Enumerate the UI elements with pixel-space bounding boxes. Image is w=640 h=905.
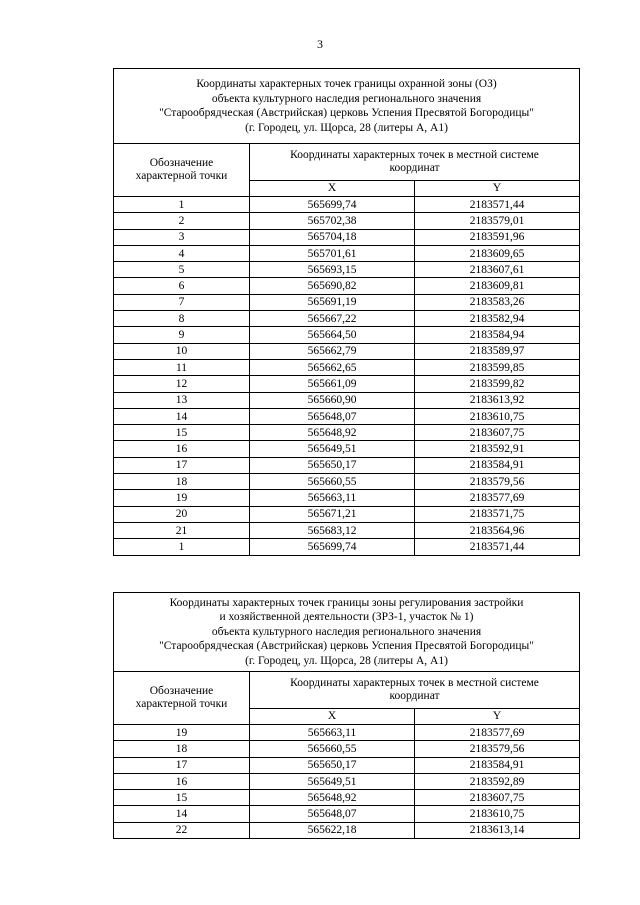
table-row: [114, 506, 580, 522]
x-cell: 565699,74: [250, 539, 415, 555]
x-cell: 565693,15: [250, 262, 415, 278]
y-cell: 2183584,91: [415, 757, 580, 773]
point-cell: 11: [114, 359, 250, 375]
y-cell: 2183607,75: [415, 425, 580, 441]
x-cell: 565671,21: [250, 506, 415, 522]
table-row: [114, 425, 580, 441]
coords-column-header: Координаты характерных точек в местной системе координат: [250, 144, 580, 181]
coords-column-header: Координаты характерных точек в местной системе координат: [250, 672, 580, 709]
x-cell: 565663,11: [250, 490, 415, 506]
point-cell: 2: [114, 213, 250, 229]
table-row: [114, 376, 580, 392]
title-line: Координаты характерных точек границы охранной зоны (ОЗ): [196, 78, 497, 90]
y-column-header: Y: [415, 181, 580, 197]
y-cell: 2183592,91: [415, 441, 580, 457]
y-cell: 2183610,75: [415, 408, 580, 424]
x-cell: 565662,79: [250, 343, 415, 359]
y-cell: 2183599,85: [415, 359, 580, 375]
table-row: [114, 392, 580, 408]
point-cell: 9: [114, 327, 250, 343]
table-row: [114, 457, 580, 473]
x-column-header: X: [250, 181, 415, 197]
y-cell: 2183607,75: [415, 790, 580, 806]
point-cell: 4: [114, 245, 250, 261]
point-cell: 3: [114, 229, 250, 245]
point-cell: 16: [114, 441, 250, 457]
point-cell: 14: [114, 408, 250, 424]
x-cell: 565622,18: [250, 822, 415, 838]
x-cell: 565667,22: [250, 311, 415, 327]
x-column-header: X: [250, 709, 415, 725]
point-column-header: Обозначение характерной точки: [114, 672, 250, 725]
point-cell: 10: [114, 343, 250, 359]
y-cell: 2183589,97: [415, 343, 580, 359]
y-cell: 2183571,44: [415, 539, 580, 555]
y-cell: 2183613,14: [415, 822, 580, 838]
x-cell: 565650,17: [250, 457, 415, 473]
point-cell: 18: [114, 741, 250, 757]
title-line: "Старообрядческая (Австрийская) церковь Успения Пресвятой Богородицы": [159, 640, 534, 653]
y-cell: 2183609,81: [415, 278, 580, 294]
x-cell: 565663,11: [250, 725, 415, 741]
table-row: [114, 757, 580, 773]
title-line: и хозяйственной деятельности (ЗРЗ-1, участок № 1): [219, 611, 474, 624]
table-row: [114, 773, 580, 789]
table-title: [114, 593, 580, 672]
x-cell: 565691,19: [250, 294, 415, 310]
y-cell: 2183609,65: [415, 245, 580, 261]
point-cell: 15: [114, 425, 250, 441]
x-cell: 565649,51: [250, 773, 415, 789]
point-cell: 12: [114, 376, 250, 392]
x-cell: 565650,17: [250, 757, 415, 773]
point-cell: 17: [114, 457, 250, 473]
y-cell: 2183564,96: [415, 522, 580, 538]
x-cell: 565699,74: [250, 197, 415, 213]
table-row: [114, 213, 580, 229]
y-cell: 2183571,44: [415, 197, 580, 213]
table-row: [114, 311, 580, 327]
y-cell: 2183599,82: [415, 376, 580, 392]
y-cell: 2183613,92: [415, 392, 580, 408]
title-line: (г. Городец, ул. Щорса, 28 (литеры А, А1): [245, 654, 448, 667]
y-cell: 2183579,01: [415, 213, 580, 229]
table-row: [114, 490, 580, 506]
x-cell: 565690,82: [250, 278, 415, 294]
x-cell: 565662,65: [250, 359, 415, 375]
y-cell: 2183577,69: [415, 490, 580, 506]
table-row: [114, 790, 580, 806]
x-cell: 565649,51: [250, 441, 415, 457]
point-column-header: Обозначение характерной точки: [114, 144, 250, 197]
y-cell: 2183583,26: [415, 294, 580, 310]
point-cell: 6: [114, 278, 250, 294]
y-cell: 2183571,75: [415, 506, 580, 522]
table-row: [114, 806, 580, 822]
table-row: [114, 197, 580, 213]
x-cell: 565648,92: [250, 790, 415, 806]
title-line: объекта культурного наследия регионального значения: [211, 92, 482, 105]
page-number: 3: [317, 37, 323, 51]
table-body: [114, 197, 580, 556]
table-row: [114, 474, 580, 490]
y-cell: 2183584,94: [415, 327, 580, 343]
table-row: [114, 741, 580, 757]
coordinates-table-oz: [113, 68, 580, 556]
point-cell: 8: [114, 311, 250, 327]
y-cell: 2183607,61: [415, 262, 580, 278]
title-line: (г. Городец, ул. Щорса, 28 (литеры А, А1): [245, 121, 448, 134]
table-body: [114, 725, 580, 839]
table-row: [114, 441, 580, 457]
y-cell: 2183579,56: [415, 741, 580, 757]
y-column-header: Y: [415, 709, 580, 725]
x-cell: 565660,55: [250, 474, 415, 490]
point-cell: 22: [114, 822, 250, 838]
x-cell: 565702,38: [250, 213, 415, 229]
point-cell: 18: [114, 474, 250, 490]
y-cell: 2183582,94: [415, 311, 580, 327]
point-cell: 13: [114, 392, 250, 408]
table-row: [114, 539, 580, 555]
point-cell: 15: [114, 790, 250, 806]
title-line: объекта культурного наследия регионального значения: [211, 625, 482, 638]
y-cell: 2183577,69: [415, 725, 580, 741]
table-row: [114, 327, 580, 343]
point-cell: 17: [114, 757, 250, 773]
x-cell: 565648,92: [250, 425, 415, 441]
table-row: [114, 822, 580, 838]
y-cell: 2183591,96: [415, 229, 580, 245]
table-title: [114, 69, 580, 144]
table-row: [114, 262, 580, 278]
y-cell: 2183584,91: [415, 457, 580, 473]
table-row: [114, 229, 580, 245]
table-row: [114, 245, 580, 261]
table-row: [114, 359, 580, 375]
x-cell: 565701,61: [250, 245, 415, 261]
point-cell: 19: [114, 490, 250, 506]
x-cell: 565660,55: [250, 741, 415, 757]
point-cell: 21: [114, 522, 250, 538]
x-cell: 565648,07: [250, 408, 415, 424]
table-row: [114, 294, 580, 310]
table-row: [114, 278, 580, 294]
point-cell: 20: [114, 506, 250, 522]
table-row: [114, 522, 580, 538]
table-row: [114, 343, 580, 359]
title-line: Координаты характерных точек границы зоны регулирования застройки: [169, 596, 524, 609]
table-row: [114, 725, 580, 741]
x-cell: 565648,07: [250, 806, 415, 822]
coordinates-table-zrz1: [113, 592, 580, 839]
table-row: [114, 408, 580, 424]
x-cell: 565683,12: [250, 522, 415, 538]
y-cell: 2183610,75: [415, 806, 580, 822]
y-cell: 2183592,89: [415, 773, 580, 789]
x-cell: 565704,18: [250, 229, 415, 245]
point-cell: 19: [114, 725, 250, 741]
point-cell: 1: [114, 539, 250, 555]
x-cell: 565664,50: [250, 327, 415, 343]
x-cell: 565661,09: [250, 376, 415, 392]
title-line: "Старообрядческая (Австрийская) церковь Успения Пресвятой Богородицы": [159, 107, 534, 119]
point-cell: 14: [114, 806, 250, 822]
point-cell: 5: [114, 262, 250, 278]
point-cell: 16: [114, 773, 250, 789]
x-cell: 565660,90: [250, 392, 415, 408]
point-cell: 1: [114, 197, 250, 213]
y-cell: 2183579,56: [415, 474, 580, 490]
point-cell: 7: [114, 294, 250, 310]
